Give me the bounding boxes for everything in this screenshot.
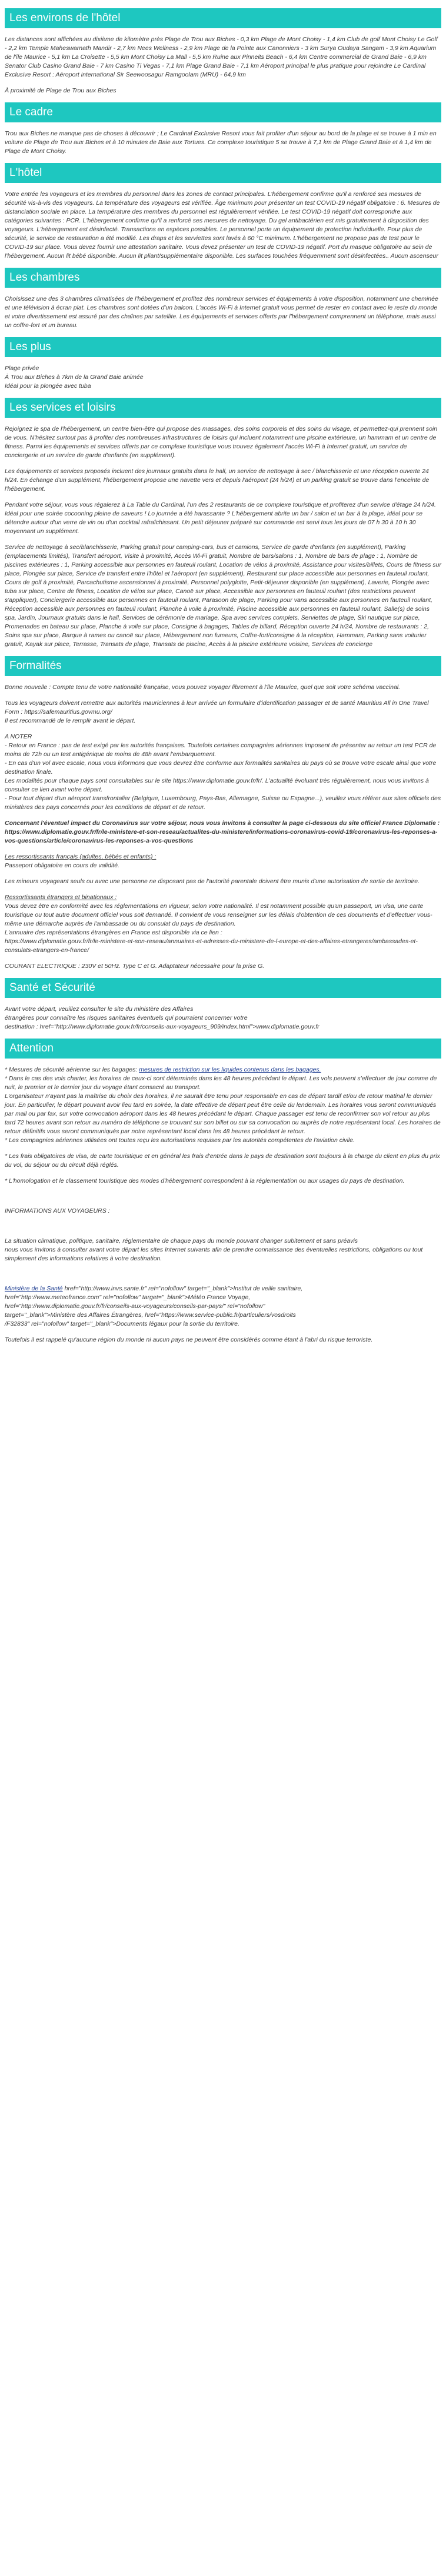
section-title: Les environs de l'hôtel — [5, 8, 441, 28]
paragraph-text: * Mesures de sécurité aérienne sur les bagages: — [5, 1066, 138, 1073]
paragraph: À proximité de Plage de Trou aux Biches — [5, 87, 117, 94]
section-title: Les plus — [5, 337, 441, 357]
paragraph — [5, 1066, 441, 1074]
paragraph: * L'homologation et le classement touristique des modes d'hébergement correspondent à la réglementation ou aux usages du pays de destination. — [5, 1177, 405, 1184]
paragraph-text: href="http://www.invs.sante.fr" rel="nofollow" target="_blank">Institut de veille sanitaire, href="http://www.meteofrance.com" rel="nofollow" target="_blank">Météo France Voyage, href="http://www.diplomatie.gouv.fr/fr/conseils-aux-voyageurs/conseils-par-pays/" rel="nofollow" target="_blank">Ministère des Affaires Étrangères, href="https://www.service-public.fr/particuliers/vosdroits /F32833" rel="nofollow" target="_blank">Documents légaux pour la sortie du territoire. — [5, 1285, 303, 1327]
paragraph: La situation climatique, politique, sanitaire, réglementaire de chaque pays du monde pouvant changer subitement et sans préavis nous vous invitons à consulter avant votre départ les sites Internet suivants afin de prendre connaissance des éventuelles restrictions, obligations ou tout simplement des informations relatives à votre destination. — [5, 1237, 423, 1262]
health-ministry-link[interactable]: Ministère de la Santé — [5, 1285, 63, 1292]
section-chambres — [5, 268, 441, 330]
section-sante — [5, 978, 441, 1031]
paragraph: Trou aux Biches ne manque pas de choses à découvrir ; Le Cardinal Exclusive Resort vous fait profiter d'un séjour au bord de la plage et se trouve à 1 min en voiture de Plage de Trou aux Biches et à 10 minutes de Baie aux Tortues. Ce complexe touristique 5 se trouve à 7,1 km de Plage Grand Baie et à 1,4 km de Plage de Mont Choisy. — [5, 130, 437, 155]
paragraph-heading: Les ressortissants français (adultes, bébés et enfants) : — [5, 853, 157, 860]
paragraph: Vous devez être en conformité avec les réglementations en vigueur, selon votre nationalité. Il est notamment possible qu'un passeport, un visa, une carte touristique ou tout autre document officiel vous soit demandé. Il convient de vous renseigner sur les délais d'obtention de ces documents et d'effectuer vous-même une démarche auprès de l'ambassade ou du consulat du pays de destination. L'annuaire des représentations étrangères en France est disponible via ce lien : https://www.diplomatie.gouv.fr/fr/le-ministere-et-son-reseau/annuaires-et-adresses-du-ministere-de-l-europe-et-des-affaires-etrangeres/ambassades-et-consulats-etrangers-en-france/ — [5, 903, 432, 954]
paragraph-heading: Ressortissants étrangers et binationaux : — [5, 894, 117, 901]
paragraph: INFORMATIONS AUX VOYAGEURS : — [5, 1207, 110, 1214]
section-title: Le cadre — [5, 102, 441, 122]
section-attention — [5, 1039, 441, 1344]
paragraph: Toutefois il est rappelé qu'aucune région du monde ni aucun pays ne peuvent être considérés comme étant à l'abri du risque terroriste. — [5, 1336, 373, 1343]
paragraph: Tous les voyageurs doivent remettre aux autorités mauriciennes à leur arrivée un formulaire d'identification passager et de santé Mauritius All in One Travel Form : https://safemauritius.govmu.org/ Il est recommandé de le remplir avant le départ. — [5, 700, 429, 724]
paragraph — [5, 1284, 441, 1329]
paragraph: Votre entrée les voyageurs et les membres du personnel dans les zones de contact principales. L'hébergement confirme qu'il a renforcé ses mesures de sécurité vis-à-vis des voyageurs. La température des voyageurs est vérifiée. Âge minimum pour présenter un test COVID-19 négatif obligatoire : 6. Mesures de distanciation sociale en place. La température des membres du personnel est régulièrement vérifiée. Le test COVID-19 négatif doit correspondre aux catégories suivantes : PCR. L'hébergement confirme qu'il a renforcé ses mesures de nettoyage. Du gel antibactérien est mis gratuitement à disposition des voyageurs. L'hébergement est désinfecté. Transactions en espèces possibles. Le personnel porte un équipement de protection individuelle. Pour plus de sécurité, le service de restauration a été modifié. Les draps et les serviettes sont lavés à 60 °C minimum. L'hébergement ne propose pas de test pour le COVID-19 sur place. Vous devez fournir une attestation sanitaire. Vous devez présenter un test de COVID-19 négatif. Port du masque obligatoire au sein de l'hébergement. Aucun lit bébé disponible. Aucun lit pliant/supplémentaire disponible. Les surfaces touchées fréquemment sont désinfectées.. Aucun ascenseur — [5, 191, 440, 259]
section-title: Santé et Sécurité — [5, 978, 441, 998]
paragraph: * Les frais obligatoires de visa, de carte touristique et en général les frais d'entrée dans le pays de destination sont toujours à la charge du client en plus du prix du vol, du séjour ou du circuit déjà réglés. — [5, 1153, 440, 1169]
paragraph: * Dans le cas des vols charter, les horaires de ceux-ci sont déterminés dans les 48 heures précédant le départ. Les vols peuvent s'effectuer de jour comme de nuit, le premier et le dernier jour du voyage étant consacré au transport. L'organisateur n'ayant pas la maîtrise du choix des horaires, il ne saurait être tenu pour responsable en cas de départ tardif et/ou de retour matinal le dernier jour. En particulier, le départ pouvant avoir lieu tard en soirée, la date effective de départ peut être celle du lendemain. Les horaires vous seront communiqués par mail ou par fax, sur votre convocation aéroport dans les 48 heures précédant le départ. Chaque passager est tenu de reconfirmer son vol retour au plus tard 72 heures avant son retour au numéro de téléphone se trouvant sur son billet ou sur sa convocation ou auprès de notre représentant local. Les horaires de retour définitifs vous seront communiqués par notre représentant local dans les 48 heures précédant le retour. * Les compagnies aériennes utilisées ont toutes reçu les autorisations requises par les autorités compétentes de l'aviation civile. — [5, 1075, 441, 1144]
paragraph: Les mineurs voyageant seuls ou avec une personne ne disposant pas de l'autorité parentale doivent être munis d'une autorisation de sortie de territoire. — [5, 878, 420, 885]
paragraph: Avant votre départ, veuillez consulter le site du ministère des Affaires étrangères pour connaître les risques sanitaires éventuels qui pourraient concerner votre destination : href="http://www.diplomatie.gouv.fr/fr/conseils-aux-voyageurs_909/index.html">www.diplomatie.gouv.fr — [5, 1006, 319, 1030]
paragraph: Bonne nouvelle : Compte tenu de votre nationalité française, vous pouvez voyager librement à l'île Maurice, quel que soit votre schéma vaccinal. — [5, 684, 401, 691]
paragraph: Concernant l'éventuel impact du Coronavirus sur votre séjour, nous vous invitons à consulter la page ci-dessous du site officiel France Diplomatie : https://www.diplomatie.gouv.fr/fr/le-ministere-et-son-reseau/actualites-du-ministere/informations-coronavirus-covid-19/coronavirus-les-reponses-a-vos-questions/article/coronavirus-les-reponses-a-vos-questions — [5, 820, 440, 844]
section-title: Les services et loisirs — [5, 398, 441, 418]
paragraph: Choisissez une des 3 chambres climatisées de l'hébergement et profitez des nombreux services et équipements à votre disposition, notamment une cheminée et une télévision à écran plat. Les chambres sont dotées d'un balcon. L'accès Wi-Fi à Internet gratuit vous permet de rester en contact avec le reste du monde et votre divertissement est assuré par des chaînes par satellite. Les équipements et services offerts par l'hébergement comprennent un téléphone, mais aussi un coffre-fort et un bureau. — [5, 295, 438, 329]
paragraph: Plage privée À Trou aux Biches à 7km de la Grand Baie animée Idéal pour la plongée avec tuba — [5, 365, 144, 390]
paragraph: COURANT ELECTRIQUE : 230V et 50Hz. Type C et G. Adaptateur nécessaire pour la prise G. — [5, 963, 265, 970]
section-cadre — [5, 102, 441, 156]
section-title: Attention — [5, 1039, 441, 1059]
section-environs — [5, 8, 441, 95]
section-title: Les chambres — [5, 268, 441, 288]
paragraph: Service de nettoyage à sec/blanchisserie, Parking gratuit pour camping-cars, bus et camions, Service de garde d'enfants (en supplément), Parking (emplacements limités), Transfert aéroport, Visite à proximité, Accès Wi-Fi gratuit, Nombre de bars/salons : 1, Nombre de bars de plage : 1, Nombre de piscines extérieures : 1, Parking accessible aux personnes en fauteuil roulant, Location de vélos à proximité, Assistance pour visites/billets, Cours de fitness sur place, Plongée sur place, Service de transfert entre l'hôtel et l'aéroport (en supplément), Restaurant sur place accessible aux personnes en fauteuil roulant, Cours de golf à proximité, Parcachutisme ascensionnel à proximité, Personnel polyglotte, Petit-déjeuner disponible (en supplément), Laverie, Plongée avec tuba sur place, Centre de fitness, Location de vélos sur place, Canoë sur place, Accessible aux personnes en fauteuil roulant (des restrictions peuvent s'appliquer), Conciergerie accessible aux personnes en fauteuil roulant, Parasoon de plage, Parking pour vans accessible aux personnes en fauteuil roulant, Réception accessible aux personnes en fauteuil roulant, Planche à voile à proximité, Piscine accessible aux personnes en fauteuil roulant, Salle(s) de soins spa, Jardin, Journaux gratuits dans le hall, Services de cérémonie de mariage, Spa avec services complets, Serviettes de plage, Ski nautique sur place, Promenades en bateau sur place, Planche à voile sur place, Consigne à bagages, Tables de billard, Réception ouverte 24 h/24, Nombre de restaurants : 2, Soins spa sur place, Barque à rames ou canoë sur place, Hébergement non fumeurs, Coffre-fort/consigne à la réception, Hammam, Parking sans voiturier gratuit, Kayak sur place, Terrasse, Transats de plage, Transats de piscine, Accès à la piscine extérieure voisine, Services de concierge — [5, 544, 441, 648]
paragraph: Rejoignez le spa de l'hébergement, un centre bien-être qui propose des massages, des soins corporels et des soins du visage, et permettez-qui prennent soin de vous. N'hésitez surtout pas à profiter des nombreuses infrastructures de loisirs qui incluent notamment une piscine extérieure, un hammam et un centre de fitness. Parmi les équipements et services offerts par ce complexe touristique vous trouvez également l'accès Wi-Fi à Internet gratuit, un service de conciergerie et un service de garde d'enfants (en supplément). — [5, 425, 438, 459]
paragraph: Les équipements et services proposés incluent des journaux gratuits dans le hall, un service de nettoyage à sec / blanchisserie et une réception ouverte 24 h/24. En échange d'un supplément, l'hébergement propose une navette vers et depuis l'aéroport (24 h/24) et un parking gratuit se trouve dans l'enceinte de l'hébergement. — [5, 468, 430, 492]
section-formalites — [5, 656, 441, 971]
paragraph: Passeport obligatoire en cours de validité. — [5, 862, 119, 869]
section-plus — [5, 337, 441, 391]
section-title: Formalités — [5, 656, 441, 676]
section-title: L'hôtel — [5, 163, 441, 183]
paragraph: Pendant votre séjour, vous vous régalerez à La Table du Cardinal, l'un des 2 restaurants de ce complexe touristique et profiterez d'un service d'étage 24 h/24. Idéal pour une soirée cocooning pleine de saveurs ! Lo journée a été harassante ? L'hébergement abrite un bar / salon et un bar à la plage, idéal pour se détendre autour d'un verre de vin ou d'un cocktail rafraîchissant. Un petit déjeuner préparé sur commande est servi tous les jours de 07 h 30 à 10 h 30 moyennant un supplément. — [5, 501, 436, 535]
paragraph: A NOTER - Retour en France : pas de test exigé par les autorités françaises. Toutefois certaines compagnies aériennes imposent de présenter au retour un test PCR de moins de 72h ou un test antigénique de moins de 48h avant l'embarquement. - En cas d'un vol avec escale, nous vous informons que vous devrez être conforme aux formalités sanitaires du pays où se trouve votre escale ainsi que votre destination finale. Les modalités pour chaque pays sont consultables sur le site https://www.diplomatie.gouv.fr/fr/. L'actualité évoluant très régulièrement, nous vous invitons à consulter ce lien avant votre départ. - Pour tout départ d'un aéroport transfrontalier (Belgique, Luxembourg, Pays-Bas, Allemagne, Suisse ou Espagne...), veuillez vous référer aux sites officiels des ministères des pays concernés pour les conditions de départ et de retour. — [5, 733, 441, 811]
section-services — [5, 398, 441, 649]
paragraph: Les distances sont affichées au dixième de kilomètre près Plage de Trou aux Biches - 0,3 km Plage de Mont Choisy - 1,4 km Club de golf Mont Choisy Le Golf - 2,2 km Temple Maheswarnath Mandir - 2,7 km Nees Wellness - 2,9 km Plage de la Pointe aux Canonniers - 3 km Surya Oudaya Sangam - 3,9 km Aquarium de l'île Maurice - 5,1 km La Croisette - 5,5 km Mont Choisy La Mall - 5,5 km Ruine aux Pinneits Beach - 6,4 km Centre commercial de Grand Baie - 6,9 km Senator Club Casino Grand Baie - 7 km Casino Ti Vegas - 7,1 km Plage Grand Baie - 7,1 km Aéroport principal le plus pratique pour rejoindre Le Cardinal Exclusive Resort : Aéroport international Sir Seewoosagur Ramgoolam (MRU) - 64,9 km — [5, 36, 438, 78]
liquids-restriction-link[interactable]: mesures de restriction sur les liquides contenus dans les bagages. — [139, 1066, 321, 1073]
section-hotel — [5, 163, 441, 261]
